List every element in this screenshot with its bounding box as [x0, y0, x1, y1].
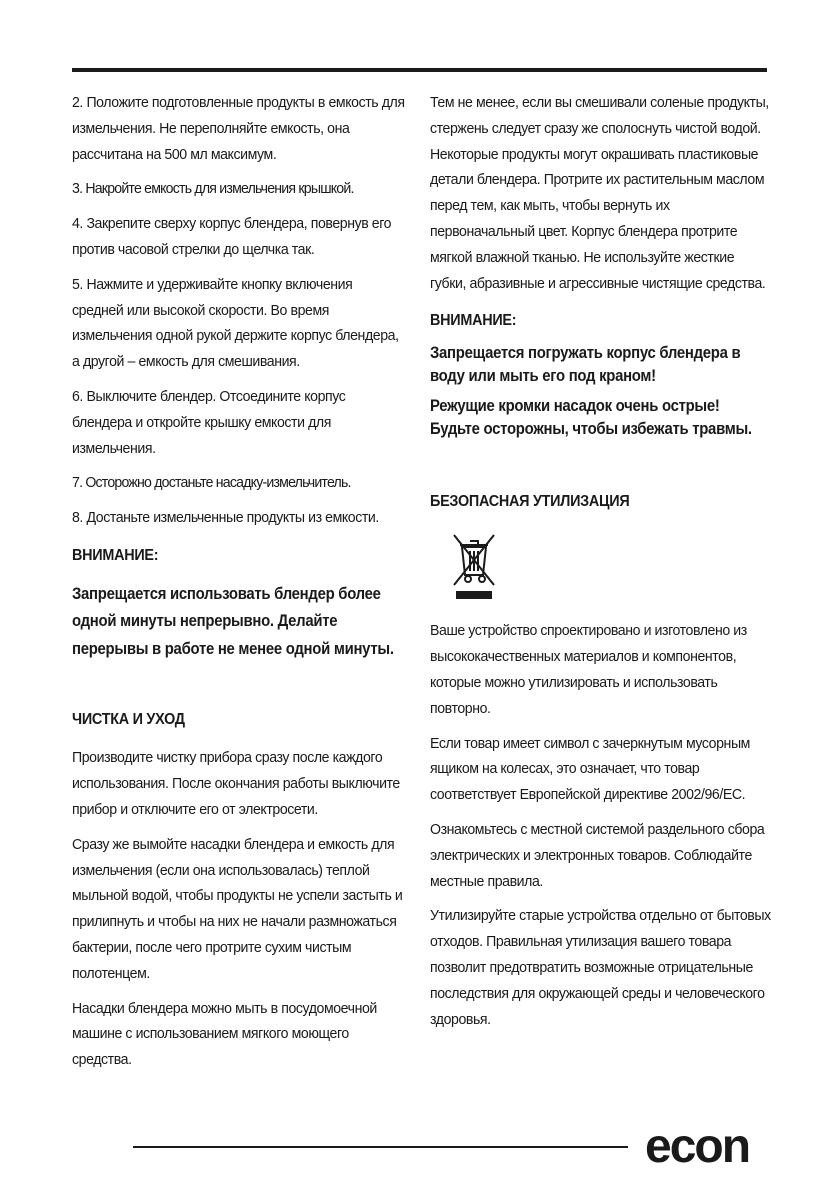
- care-paragraph-3: Насадки блендера можно мыть в посудомоечной машине с использованием мягкого моющего средства.: [72, 999, 377, 1069]
- disposal-paragraph-3: Ознакомьтесь с местной системой раздельного сбора электрических и электронных товаров. Соблюдайте местные правила.: [430, 820, 765, 890]
- right-warning-heading: ВНИМАНИЕ:: [430, 312, 517, 330]
- step-4: 4. Закрепите сверху корпус блендера, повернув его против часовой стрелки до щелчка так.: [72, 215, 392, 258]
- disposal-heading: БЕЗОПАСНАЯ УТИЛИЗАЦИЯ: [430, 493, 630, 511]
- step-5: 5. Нажмите и удерживайте кнопку включения средней или высокой скорости. Во время измельчения одной рукой держите корпус блендера, а другой – емкость для смешивания.: [72, 275, 399, 371]
- left-warning-text: Запрещается использовать блендер более одной минуты непрерывно. Делайте перерывы в работе не менее одной минуты.: [72, 584, 394, 658]
- step-3: 3. Накройте емкость для измельчения крышкой.: [72, 180, 354, 198]
- right-warning-line-2: Режущие кромки насадок очень острые! Будьте осторожны, чтобы избежать травмы.: [430, 397, 752, 439]
- econ-logo: [645, 1124, 769, 1170]
- crossed-out-wheelie-bin-icon: [444, 523, 504, 603]
- step-2: 2. Положите подготовленные продукты в емкость для измельчения. Не переполняйте емкость, она рассчитана на 500 мл максимум.: [72, 94, 405, 163]
- care-heading: ЧИСТКА И УХОД: [72, 711, 185, 729]
- care-paragraph-1: Производите чистку прибора сразу после каждого использования. После окончания работы выключите прибор и отключите его от электросети.: [72, 749, 400, 819]
- step-6: 6. Выключите блендер. Отсоедините корпус блендера и откройте крышку емкости для измельчения.: [72, 387, 346, 457]
- bottom-rule: [133, 1146, 628, 1148]
- disposal-paragraph-4: Утилизируйте старые устройства отдельно от бытовых отходов. Правильная утилизация вашего товара позволит предотвратить возможные отрицательные последствия для окружающей среды и человеческого здоровья.: [430, 907, 771, 1028]
- cleaning-intro: Тем не менее, если вы смешивали соленые продукты, стержень следует сразу же сполоснуть чистой водой. Некоторые продукты могут окрашивать пластиковые детали блендера. Протрите их растительным маслом перед тем, как мыть, чтобы вернуть их первоначальный цвет. Корпус блендера протрите мягкой влажной тканью. Не используйте жесткие губки, абразивные и агрессивные чистящие средства.: [430, 94, 769, 292]
- disposal-paragraph-2: Если товар имеет символ с зачеркнутым мусорным ящиком на колесах, это означает, что товар соответствует Европейской директиве 2002/96/EC.: [430, 734, 750, 804]
- left-column: [72, 90, 408, 1082]
- econ-logo-text: econ: [645, 1124, 750, 1170]
- care-paragraph-2: Сразу же вымойте насадки блендера и емкость для измельчения (если она использовалась) теплой мыльной водой, чтобы продукты не успели застыть и прилипнуть и чтобы на них не начали размножаться бактерии, после чего протрите сухим чистым полотенцем.: [72, 835, 403, 982]
- step-8: 8. Достаньте измельченные продукты из емкости.: [72, 509, 379, 527]
- right-warning-line-1: Запрещается погружать корпус блендера в воду или мыть его под краном!: [430, 344, 741, 386]
- left-warning-heading: ВНИМАНИЕ:: [72, 546, 159, 564]
- step-7: 7. Осторожно достаньте насадку-измельчитель.: [72, 474, 351, 492]
- right-column: [430, 90, 770, 1041]
- top-rule: [72, 68, 767, 72]
- disposal-paragraph-1: Ваше устройство спроектировано и изготовлено из высококачественных материалов и компонентов, которые можно утилизировать и использовать повторно.: [430, 622, 747, 717]
